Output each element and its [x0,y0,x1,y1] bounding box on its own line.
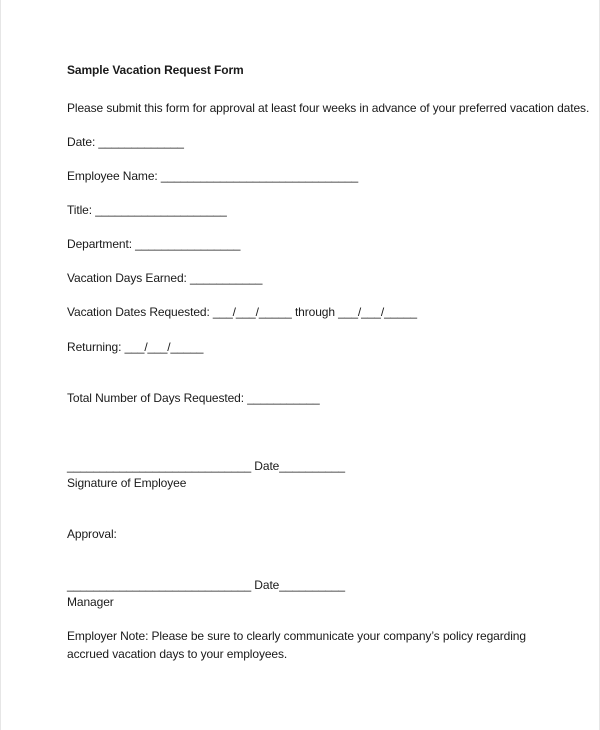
form-title: Sample Vacation Request Form [67,63,244,77]
employer-note: Employer Note: Please be sure to clearly communicate your company’s policy regarding accrued vacation days to your employees. [67,629,526,661]
employee-signature-label: Signature of Employee [67,476,187,490]
vacation-days-earned-field: Vacation Days Earned: ___________ [67,271,263,285]
employee-signature-line: ____________________________ Date__________ [67,459,345,473]
manager-signature-line: ____________________________ Date__________ [67,578,345,592]
approval-label: Approval: [67,527,117,541]
total-days-requested-field: Total Number of Days Requested: ___________ [67,391,320,405]
employee-name-field: Employee Name: ______________________________ [67,169,359,183]
title-field: Title: ____________________ [67,203,227,217]
manager-signature-label: Manager [67,595,114,609]
returning-field: Returning: ___/___/_____ [67,340,204,354]
intro-text: Please submit this form for approval at least four weeks in advance of your preferred vacation dates. [67,101,590,115]
vacation-dates-requested-field: Vacation Dates Requested: ___/___/_____ through ___/___/_____ [67,305,417,319]
department-field: Department: ________________ [67,237,241,251]
date-field: Date: _____________ [67,135,184,149]
